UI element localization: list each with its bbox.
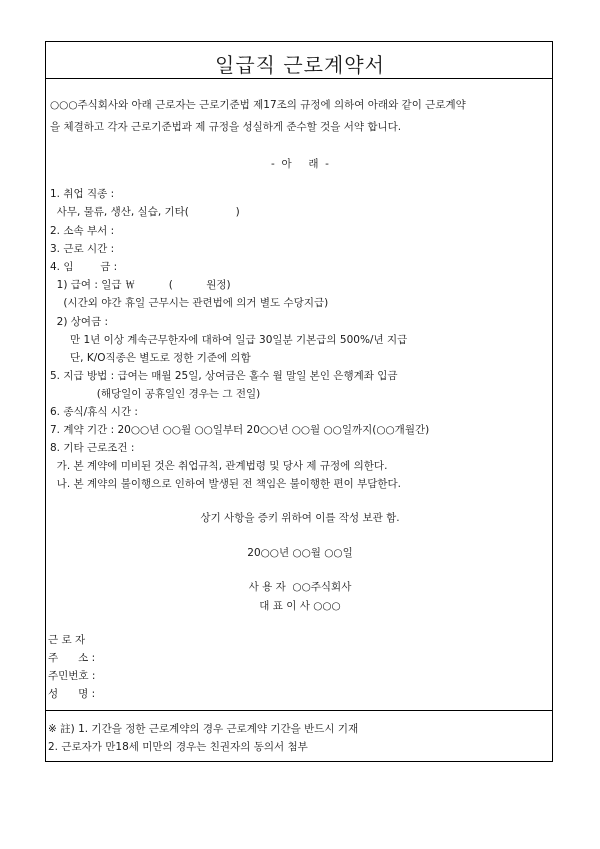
section-heading: - 아 래 - — [271, 158, 329, 170]
worker-heading: 근 로 자 — [48, 634, 86, 646]
representative-name: 대 표 이 사 ○○○ — [259, 600, 341, 612]
signing-date: 20○○년 ○○월 ○○일 — [247, 547, 353, 559]
item-1: 1. 취업 직종 : — [50, 188, 115, 200]
employer-name: 사 용 자 ○○주식회사 — [248, 581, 352, 593]
notes-divider — [45, 710, 553, 711]
title-divider — [45, 78, 553, 79]
item-3: 3. 근로 시간 : — [50, 243, 115, 255]
item-4-wage-note: (시간외 야간 휴일 근무시는 관련법에 의거 별도 수당지급) — [50, 297, 329, 309]
item-4-wage: 1) 급여 : 일급 ￦ ( 원정) — [50, 279, 231, 291]
item-8-b: 나. 본 계약의 불이행으로 인하여 발생된 전 책임은 불이행한 편이 부담한다. — [50, 478, 402, 490]
item-8: 8. 기타 근로조건 : — [50, 442, 135, 454]
worker-id-number: 주민번호 : — [48, 670, 96, 682]
item-1-detail: 사무, 물류, 생산, 실습, 기타( ) — [50, 206, 240, 218]
worker-name: 성 명 : — [48, 688, 96, 700]
item-8-a: 가. 본 계약에 미비된 것은 취업규칙, 관계법령 및 당사 제 규정에 의한다. — [50, 460, 388, 472]
worker-address: 주 소 : — [48, 652, 96, 664]
intro-line-2: 을 체결하고 각자 근로기준법과 제 규정을 성실하게 준수할 것을 서약 합니다. — [50, 121, 402, 133]
document-title: 일급직 근로계약서 — [215, 53, 385, 77]
item-4: 4. 임 금 : — [50, 261, 118, 273]
item-5: 5. 지급 방법 : 급여는 매월 25일, 상여금은 홀수 월 말일 본인 은행계좌 입금 — [50, 370, 398, 382]
item-7: 7. 계약 기간 : 20○○년 ○○월 ○○일부터 20○○년 ○○월 ○○일까지(○○개월간) — [50, 424, 430, 436]
note-2: 2. 근로자가 만18세 미만의 경우는 친권자의 동의서 첨부 — [48, 741, 308, 753]
item-5-note: (해당일이 공휴일인 경우는 그 전일) — [50, 388, 261, 400]
intro-line-1: ○○○주식회사와 아래 근로자는 근로기준법 제17조의 규정에 의하여 아래와 같이 근로계약 — [50, 99, 466, 111]
contract-frame — [45, 41, 553, 762]
item-4-bonus-exception: 단, K/O직종은 별도로 정한 기준에 의함 — [50, 352, 251, 364]
note-1: ※ 註) 1. 기간을 정한 근로계약의 경우 근로계약 기간을 반드시 기재 — [48, 723, 359, 735]
item-2: 2. 소속 부서 : — [50, 225, 115, 237]
item-6: 6. 종식/휴식 시간 : — [50, 406, 138, 418]
closing-statement: 상기 사항을 증키 위하여 이를 작성 보관 함. — [200, 512, 400, 524]
item-4-bonus: 2) 상여금 : — [50, 316, 109, 328]
item-4-bonus-detail: 만 1년 이상 계속근무한자에 대하여 일급 30일분 기본급의 500%/년 지급 — [50, 334, 408, 346]
